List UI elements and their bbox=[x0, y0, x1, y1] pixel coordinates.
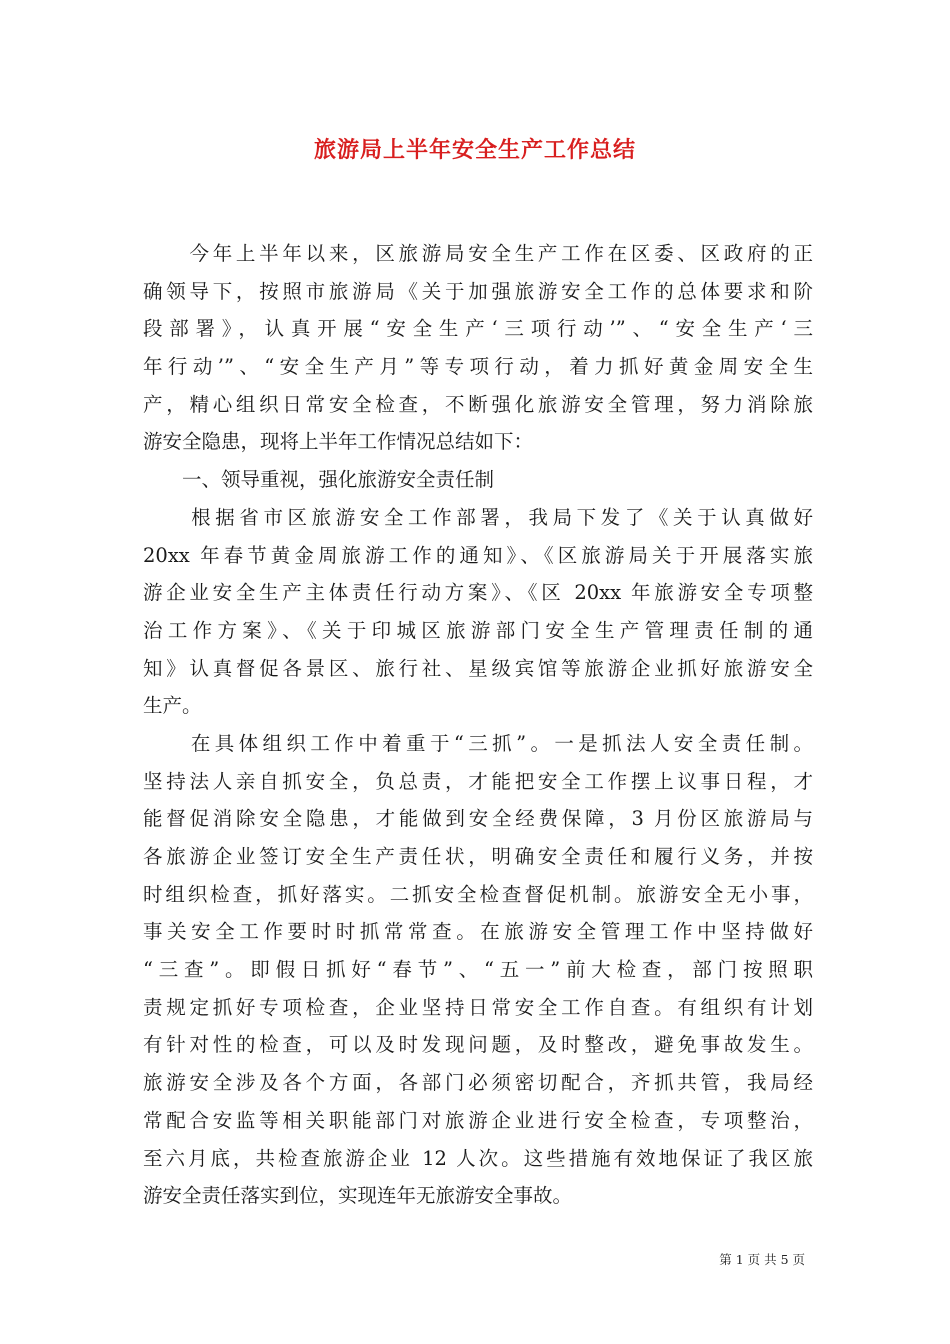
text-line: 游安全责任落实到位，实现连年无旅游安全事故。 bbox=[143, 1184, 573, 1208]
document-body bbox=[143, 235, 813, 1215]
text-line: 段部署》，认真开展“安全生产‘三项行动’”、“安全生产‘三 bbox=[143, 317, 813, 341]
text-line: “三查”。即假日抓好“春节”、“五一”前大检查，部门按照职 bbox=[143, 958, 813, 982]
document-title: 旅游局上半年安全生产工作总结 bbox=[313, 137, 636, 163]
text-line: 游企业安全生产主体责任行动方案》、《区 20xx 年旅游安全专项整 bbox=[143, 581, 813, 605]
text-line: 事关安全工作要时时抓常常查。在旅游安全管理工作中坚持做好 bbox=[143, 920, 813, 944]
text-line: 一、领导重视，强化旅游安全责任制 bbox=[143, 468, 495, 492]
text-line: 能督促消除安全隐患，才能做到安全经费保障，3 月份区旅游局与 bbox=[143, 807, 813, 831]
page-number: 第 1 页 共 5 页 bbox=[719, 1252, 805, 1267]
text-line: 旅游安全涉及各个方面，各部门必须密切配合，齐抓共管，我局经 bbox=[143, 1071, 813, 1095]
text-line: 生产。 bbox=[143, 694, 202, 718]
text-line: 常配合安监等相关职能部门对旅游企业进行安全检查，专项整治， bbox=[143, 1108, 813, 1132]
text-line: 时组织检查，抓好落实。二抓安全检查督促机制。旅游安全无小事， bbox=[143, 882, 813, 906]
text-line: 各旅游企业签订安全生产责任状，明确安全责任和履行义务，并按 bbox=[143, 845, 813, 868]
text-line: 产，精心组织日常安全检查，不断强化旅游安全管理，努力消除旅 bbox=[143, 392, 813, 416]
text-line: 在具体组织工作中着重于“三抓”。一是抓法人安全责任制。 bbox=[143, 731, 813, 755]
text-line: 20xx 年春节黄金周旅游工作的通知》、《区旅游局关于开展落实旅 bbox=[143, 543, 813, 567]
text-line: 知》认真督促各景区、旅行社、星级宾馆等旅游企业抓好旅游安全 bbox=[143, 656, 813, 680]
text-line: 年行动’”、“安全生产月”等专项行动，着力抓好黄金周安全生 bbox=[143, 355, 813, 379]
text-line: 治工作方案》、《关于印城区旅游部门安全生产管理责任制的通 bbox=[143, 618, 813, 642]
text-line: 责规定抓好专项检查，企业坚持日常安全工作自查。有组织有计划 bbox=[143, 995, 813, 1019]
text-line: 游安全隐患，现将上半年工作情况总结如下： bbox=[143, 430, 534, 454]
text-line: 有针对性的检查，可以及时发现问题，及时整改，避免事故发生。 bbox=[143, 1033, 813, 1057]
text-line: 根据省市区旅游安全工作部署，我局下发了《关于认真做好 bbox=[143, 505, 813, 529]
text-line: 今年上半年以来，区旅游局安全生产工作在区委、区政府的正 bbox=[143, 242, 813, 265]
text-line: 确领导下，按照市旅游局《关于加强旅游安全工作的总体要求和阶 bbox=[143, 279, 813, 303]
text-line: 坚持法人亲自抓安全，负总责，才能把安全工作摆上议事日程，才 bbox=[143, 769, 813, 793]
text-line: 至六月底，共检查旅游企业 12 人次。这些措施有效地保证了我区旅 bbox=[143, 1146, 813, 1170]
